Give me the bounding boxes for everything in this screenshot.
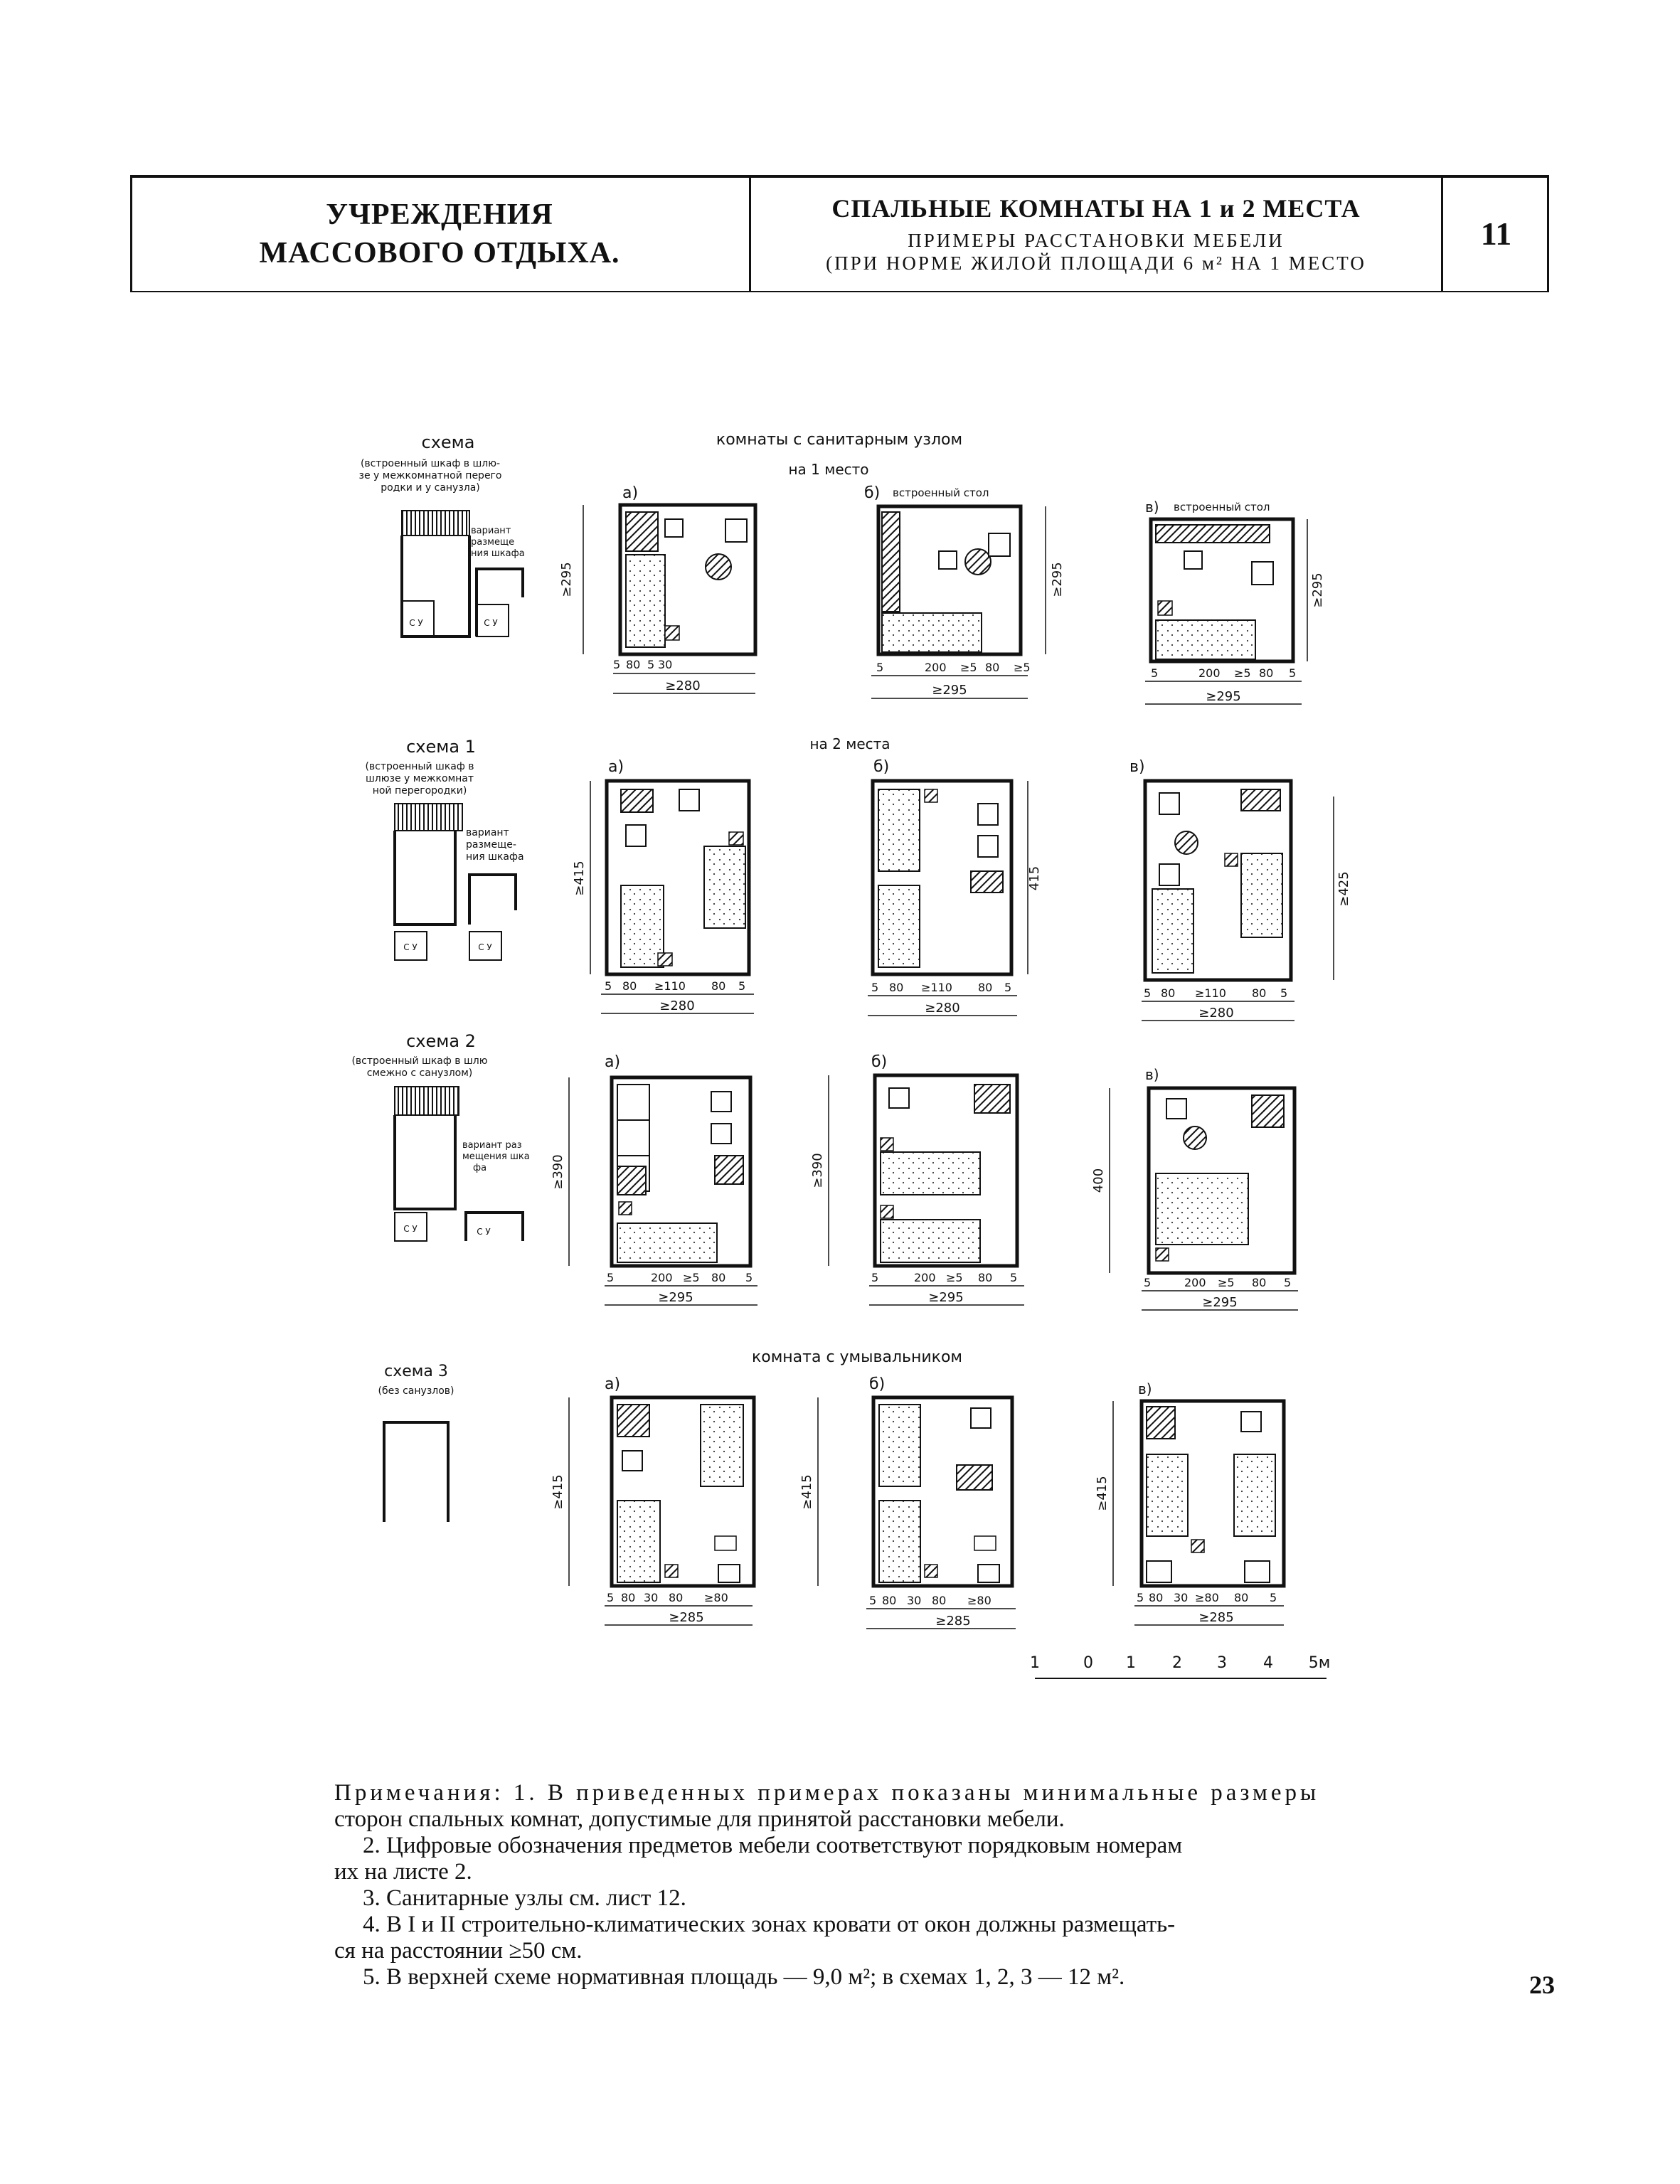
plan-r2b [868, 758, 1042, 1016]
plan-r4a-dim-1: 5 [607, 1591, 615, 1604]
wardrobe-icon [971, 871, 1003, 893]
scheme-2-variant-wc-label: С У [477, 1227, 491, 1237]
note-5: 5. В верхней схеме нормативная площадь — 9,0 м²; в схемах 1, 2, 3 — 12 м². [363, 1964, 1125, 1990]
institution-line-1: УЧРЕЖДЕНИЯ [326, 198, 553, 231]
plan-r4b-letter: б) [869, 1375, 886, 1393]
scheme-1-variant-outline [469, 875, 516, 925]
nightstand-icon [619, 1202, 632, 1215]
plan-r1a-dim-1: 5 [613, 658, 621, 671]
plan-r2a-dim-1: 5 [605, 979, 612, 993]
scale-label-6: 4 [1263, 1654, 1273, 1672]
heading-one-place: на 1 место [788, 461, 869, 478]
plan-r4b-width: ≥285 [935, 1614, 971, 1629]
scheme-3 [378, 1363, 454, 1522]
scheme-2-title: схема 2 [406, 1031, 476, 1051]
scheme-0-caption-1: (встроенный шкаф в шлю- [360, 458, 501, 469]
nightstand-icon [665, 1565, 678, 1577]
plan-r3a-letter: а) [605, 1053, 621, 1071]
scheme-2-room-outline [395, 1115, 455, 1209]
wardrobe-icon [1252, 1095, 1284, 1127]
plan-r2b-dim-1: 5 [871, 981, 879, 994]
nightstand-icon [729, 832, 743, 845]
bed-icon [879, 1501, 920, 1582]
washbasin-icon [978, 1565, 999, 1582]
bed-icon [882, 613, 982, 652]
plan-r3b-height: ≥390 [810, 1153, 825, 1188]
plan-r1c [1145, 499, 1325, 704]
sheet-title: СПАЛЬНЫЕ КОМНАТЫ НА 1 и 2 МЕСТА [831, 193, 1361, 223]
plan-r4c-letter: в) [1138, 1380, 1152, 1397]
scale-label-5: 3 [1217, 1654, 1227, 1672]
nightstand-icon [1191, 1540, 1204, 1552]
bed-icon [617, 1501, 660, 1582]
plan-r1a-dim-2: 80 [626, 658, 641, 671]
nightstand-icon [665, 626, 679, 640]
table-icon [706, 554, 731, 580]
scheme-2-caption-1: (встроенный шкаф в шлю [351, 1055, 488, 1067]
plan-r4a-height: ≥415 [551, 1474, 565, 1510]
scale-label-7: 5м [1308, 1654, 1331, 1672]
bed-icon [878, 789, 920, 871]
plan-r4c-dim-5: 80 [1234, 1591, 1249, 1604]
bed-icon [626, 555, 665, 647]
wardrobe-icon [1241, 789, 1280, 811]
plan-r4b-dim-3: 30 [907, 1594, 922, 1607]
plan-r3a-dim-5: 5 [745, 1271, 753, 1284]
plan-r2c-dim-1: 5 [1144, 986, 1152, 1000]
plan-r3a-height: ≥390 [551, 1154, 565, 1190]
scheme-2-variant-3: фа [473, 1163, 487, 1173]
armchair-icon [889, 1088, 909, 1108]
plan-r3c-dim-4: 80 [1252, 1276, 1267, 1289]
plan-r3c-width: ≥295 [1202, 1295, 1238, 1310]
plan-r4b-dim-4: 80 [932, 1594, 947, 1607]
plan-r1c-dim-5: 5 [1289, 666, 1297, 680]
armchair-icon [679, 789, 699, 811]
plan-r1c-dim-3: ≥5 [1234, 666, 1251, 680]
bed-icon [878, 885, 920, 967]
nightstand-icon [881, 1138, 893, 1151]
scheme-1 [365, 737, 523, 960]
armchair-icon [1159, 864, 1179, 885]
plan-r2c-letter: в) [1129, 758, 1145, 776]
scheme-3-room-outline [384, 1422, 448, 1522]
armchair-icon [971, 1408, 991, 1428]
plan-r2a-width: ≥280 [659, 998, 695, 1013]
plan-r2b-height: 415 [1027, 865, 1042, 891]
plan-r1c-dim-4: 80 [1259, 666, 1274, 680]
scheme-1-caption-1: (встроенный шкаф в [365, 761, 474, 772]
plan-r4a-dim-2: 80 [621, 1591, 636, 1604]
wardrobe-icon [617, 1166, 646, 1195]
bed-icon [617, 1223, 717, 1262]
scheme-2-wc-label: С У [403, 1224, 418, 1234]
plan-r1a-dim-3: 5 [647, 658, 655, 671]
scheme-0-title: схема [421, 432, 475, 452]
plan-r2a-dim-4: 80 [711, 979, 726, 993]
plan-r4b-dim-2: 80 [882, 1594, 897, 1607]
plan-r3a-dim-3: ≥5 [683, 1271, 700, 1284]
scheme-3-title: схема 3 [384, 1363, 448, 1380]
plan-r3b-dim-1: 5 [871, 1271, 879, 1284]
shelf-icon [715, 1536, 736, 1550]
wardrobe-icon [621, 789, 653, 812]
wardrobe-icon [715, 1156, 743, 1184]
scale-label-4: 2 [1172, 1654, 1182, 1672]
plan-r4c-dim-3: 30 [1174, 1591, 1189, 1604]
scheme-1-variant-3: ния шкафа [466, 851, 524, 863]
plan-r3c [1091, 1066, 1298, 1310]
plan-r1b-height: ≥295 [1050, 562, 1065, 597]
plan-r1c-width: ≥295 [1206, 689, 1241, 704]
plan-r2b-dim-3: ≥110 [921, 981, 952, 994]
plan-r2c-height: ≥425 [1336, 871, 1351, 907]
plan-r4a-letter: а) [605, 1375, 621, 1393]
shelf-icon [1147, 1561, 1171, 1582]
plan-r4c [1095, 1380, 1284, 1625]
shelf-icon [974, 1536, 996, 1550]
plan-r2b-dim-5: 5 [1004, 981, 1012, 994]
plan-r2a-dim-2: 80 [622, 979, 637, 993]
scheme-2-variant-2: мещения шка [462, 1151, 530, 1162]
armchair-icon [978, 836, 998, 857]
nightstand-icon [1158, 601, 1172, 615]
plan-r4c-width: ≥285 [1198, 1610, 1234, 1625]
scale-label-2: 0 [1083, 1654, 1093, 1672]
plan-r3a-dim-4: 80 [711, 1271, 726, 1284]
note-3: 3. Санитарные узлы см. лист 12. [363, 1885, 686, 1911]
plan-r3a-dim-2: 200 [651, 1271, 673, 1284]
plan-r2c-dim-2: 80 [1161, 986, 1176, 1000]
plan-r3c-dim-3: ≥5 [1218, 1276, 1235, 1289]
plan-r4a-dim-3: 30 [644, 1591, 659, 1604]
plan-r2a-letter: а) [608, 758, 624, 776]
note-1-line-1: Примечания: 1. В приведенных примерах показаны минимальные размеры [334, 1780, 1320, 1806]
plan-r4a-dim-5: ≥80 [704, 1591, 728, 1604]
scheme-1-variant-2: размеще- [466, 839, 516, 851]
washbasin-icon [1245, 1561, 1270, 1582]
armchair-icon [626, 825, 646, 846]
plan-r2b-dim-2: 80 [889, 981, 904, 994]
plan-r1c-dim-1: 5 [1151, 666, 1159, 680]
note-2-line-1: 2. Цифровые обозначения предметов мебели соответствуют порядковым номерам [363, 1833, 1183, 1858]
armchair-icon [725, 519, 747, 542]
plan-r1a-letter: а) [622, 484, 639, 502]
plan-r4b-height: ≥415 [799, 1474, 814, 1510]
nightstand-icon [925, 1565, 937, 1577]
plan-r1b-dim-4: 80 [985, 661, 1000, 674]
armchair-icon [711, 1124, 731, 1144]
plan-r2c-dim-4: 80 [1252, 986, 1267, 1000]
plan-r2c-dim-3: ≥110 [1195, 986, 1226, 1000]
plan-r2a-dim-3: ≥110 [654, 979, 686, 993]
plan-r3c-dim-1: 5 [1144, 1276, 1152, 1289]
scheme-1-caption-3: ной перегородки) [372, 785, 467, 797]
plan-r4b [799, 1375, 1016, 1629]
plan-r4c-height: ≥415 [1095, 1476, 1110, 1511]
chair-icon [1184, 551, 1202, 569]
scheme-0-variant-3: ния шкафа [471, 548, 525, 559]
page-number: 23 [1529, 1971, 1555, 1999]
plan-r1a-height: ≥295 [559, 562, 574, 597]
scheme-2 [351, 1031, 529, 1241]
bed-icon [881, 1220, 980, 1262]
plan-r1c-letter: в) [1145, 499, 1159, 516]
bed-icon [1147, 1454, 1188, 1536]
nightstand-icon [1156, 1248, 1169, 1261]
notes-block [334, 1780, 1415, 1991]
bed-icon [1241, 853, 1282, 937]
armchair-icon [989, 533, 1010, 556]
bed-icon [621, 885, 664, 967]
plan-r1b-width: ≥295 [932, 683, 967, 698]
scheme-1-wc-label: С У [403, 942, 418, 952]
plan-r2a [572, 758, 754, 1013]
plan-r4c-dim-1: 5 [1137, 1591, 1144, 1604]
armchair-icon [1252, 562, 1273, 585]
nightstand-icon [658, 953, 672, 966]
double-bed-icon [1156, 1173, 1248, 1245]
plan-r3b-letter: б) [871, 1053, 888, 1071]
table-icon [1175, 831, 1198, 854]
wardrobe-icon [974, 1085, 1010, 1113]
plan-r3b [810, 1053, 1024, 1305]
plan-r2b-width: ≥280 [925, 1001, 960, 1016]
plan-r4c-dim-2: 80 [1149, 1591, 1164, 1604]
scheme-0-variant-2: размеще [471, 537, 515, 548]
plan-r1b-dim-1: 5 [876, 661, 884, 674]
scheme-1-room-outline [395, 831, 455, 925]
plan-r1c-height: ≥295 [1310, 572, 1325, 608]
plan-r2a-height: ≥415 [572, 861, 587, 896]
plan-r1b [864, 484, 1065, 698]
scheme-2-variant-outline [466, 1213, 523, 1241]
plan-r3b-dim-5: 5 [1010, 1271, 1018, 1284]
plan-r3c-dim-2: 200 [1184, 1276, 1206, 1289]
plan-r1a-dim-4: 30 [658, 658, 673, 671]
plan-r1b-builtin-table: встроенный стол [893, 486, 989, 499]
sheet-subtitle-1: ПРИМЕРЫ РАССТАНОВКИ МЕБЕЛИ [908, 229, 1285, 251]
scheme-0-variant-wc-label: С У [484, 618, 498, 628]
armchair-icon [622, 1451, 642, 1471]
plan-r1c-builtin-table: встроенный стол [1174, 501, 1270, 513]
chair-icon [665, 519, 683, 537]
scheme-1-variant-wc-label: С У [478, 942, 492, 952]
bed-icon [881, 1152, 980, 1195]
note-2-line-2: их на листе 2. [334, 1859, 472, 1885]
sheet-number: 11 [1480, 215, 1512, 252]
plan-r4b-dim-1: 5 [869, 1594, 877, 1607]
scheme-0-caption-3: родки и у санузла) [381, 482, 480, 494]
scheme-1-caption-2: шлюзе у межкомнат [365, 773, 474, 784]
note-4-line-1: 4. В I и II строительно-климатических зонах кровати от окон должны размещать- [363, 1912, 1176, 1937]
bed-icon [1156, 620, 1255, 659]
scheme-0 [359, 432, 525, 636]
armchair-icon [978, 804, 998, 825]
institution-line-2: МАССОВОГО ОТДЫХА. [259, 236, 620, 270]
armchair-icon [1166, 1099, 1186, 1119]
table-icon [965, 549, 991, 575]
plan-r4a-dim-4: 80 [669, 1591, 684, 1604]
bed-icon [1234, 1454, 1275, 1536]
plan-r3c-height: 400 [1091, 1168, 1106, 1193]
plan-r3b-dim-4: 80 [978, 1271, 993, 1284]
armchair-icon [1241, 1412, 1261, 1432]
scheme-3-caption-1: (без санузлов) [378, 1385, 454, 1397]
plan-r1c-dim-2: 200 [1198, 666, 1221, 680]
plan-r4c-dim-6: 5 [1270, 1591, 1277, 1604]
plan-r1a [559, 484, 755, 693]
plan-r3a [551, 1053, 757, 1305]
closet-hatch-icon [402, 511, 469, 536]
armchair-icon [711, 1092, 731, 1112]
scheme-0-wc-label: С У [409, 618, 423, 628]
plan-r3a-width: ≥295 [658, 1290, 693, 1305]
scheme-1-title: схема 1 [406, 737, 476, 757]
scheme-2-variant-1: вариант раз [462, 1140, 522, 1151]
chair-icon [939, 551, 957, 569]
plan-r1b-dim-5: ≥5 [1014, 661, 1031, 674]
plan-r3a-dim-1: 5 [607, 1271, 615, 1284]
bed-icon [701, 1405, 743, 1486]
closet-hatch-icon [395, 804, 462, 831]
scale-label-3: 1 [1126, 1654, 1136, 1672]
note-1-line-2: сторон спальных комнат, допустимые для принятой расстановки мебели. [334, 1806, 1065, 1832]
plan-r2b-letter: б) [873, 758, 890, 776]
heading-washbasin: комната с умывальником [751, 1348, 963, 1366]
scheme-0-caption-2: зе у межкомнатной перего [358, 470, 502, 481]
scale-label-1: 1 [1030, 1654, 1040, 1672]
builtin-table-icon [882, 512, 900, 612]
plan-r3b-width: ≥295 [928, 1290, 964, 1305]
plan-r4a-width: ≥285 [669, 1610, 704, 1625]
plan-r2c-dim-5: 5 [1280, 986, 1288, 1000]
plan-r4a [551, 1375, 754, 1625]
plan-r3c-letter: в) [1145, 1066, 1159, 1083]
wardrobe-icon [1147, 1407, 1175, 1439]
table-icon [1184, 1126, 1206, 1149]
scale-bar [1030, 1654, 1330, 1678]
builtin-table-icon [1156, 525, 1270, 543]
plan-r2c [1129, 758, 1351, 1021]
plan-r2b-dim-4: 80 [978, 981, 993, 994]
bed-icon [1152, 889, 1193, 973]
sheet-subtitle-2: (ПРИ НОРМЕ ЖИЛОЙ ПЛОЩАДИ 6 м² НА 1 МЕСТО [826, 252, 1366, 274]
wardrobe-icon [626, 512, 658, 551]
bed-icon [879, 1405, 920, 1486]
plan-r2c-width: ≥280 [1198, 1006, 1234, 1021]
armchair-icon [1159, 793, 1179, 814]
plan-r4c-dim-4: ≥80 [1195, 1591, 1219, 1604]
plan-r1b-letter: б) [864, 484, 881, 502]
heading-two-places: на 2 места [809, 735, 890, 752]
plan-r2a-dim-5: 5 [738, 979, 746, 993]
wardrobe-icon [617, 1405, 649, 1437]
closet-hatch-icon [395, 1087, 459, 1115]
scheme-0-variant-1: вариант [471, 526, 511, 536]
note-4-line-2: ся на расстоянии ≥50 см. [334, 1938, 583, 1964]
plan-r1b-dim-3: ≥5 [960, 661, 977, 674]
nightstand-icon [881, 1205, 893, 1218]
scheme-1-variant-1: вариант [466, 827, 509, 838]
scheme-2-caption-2: смежно с санузлом) [366, 1067, 473, 1079]
plan-r3c-dim-5: 5 [1284, 1276, 1292, 1289]
wardrobe-icon [957, 1465, 992, 1490]
heading-sanitary: комнаты с санитарным узлом [716, 431, 963, 449]
washbasin-icon [718, 1565, 740, 1582]
plan-r1b-dim-2: 200 [925, 661, 947, 674]
plan-r3b-dim-3: ≥5 [946, 1271, 963, 1284]
plan-r3b-dim-2: 200 [914, 1271, 936, 1284]
plan-r4b-dim-5: ≥80 [967, 1594, 991, 1607]
nightstand-icon [1225, 853, 1238, 866]
plan-r1a-width: ≥280 [665, 678, 701, 693]
bed-icon [704, 846, 745, 928]
nightstand-icon [925, 789, 937, 802]
